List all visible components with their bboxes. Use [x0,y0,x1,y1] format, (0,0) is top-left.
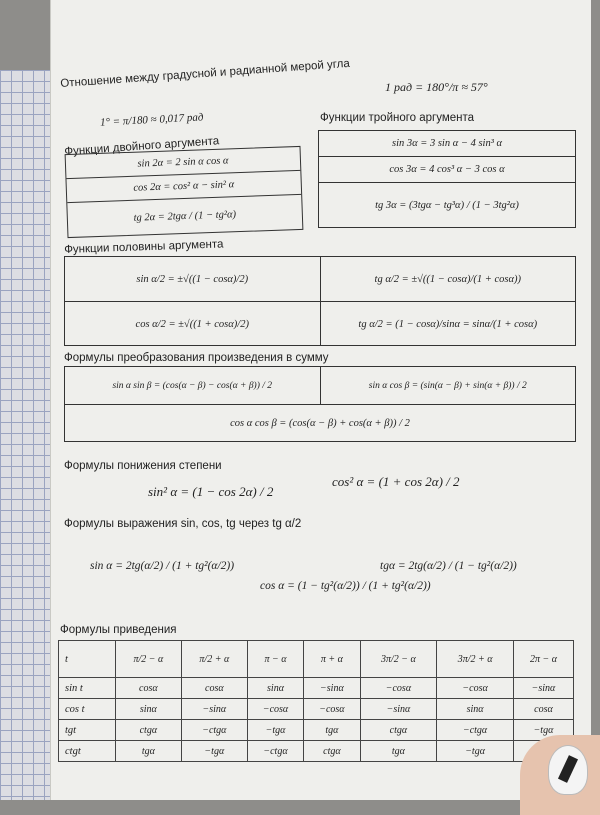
degree-formula: 1° = π/180 ≈ 0,017 рад [99,111,204,129]
product-sin-sin: sin α sin β = (cos(α − β) − cos(α + β)) / 2 [112,380,273,391]
reduction-header: t π/2 − α π/2 + α π − α π + α 3π/2 − α 3π/2 + α 2π − α [59,641,574,678]
double-argument-table [65,146,304,238]
double-row-tg: tg 2α = 2tgα / (1 − tg²α) [133,208,237,224]
reduction-table [58,640,574,762]
painted-fingernail [548,745,588,795]
half-tg-fraction: tg α/2 = (1 − cosα)/sinα = sinα/(1 + cosα) [320,302,576,346]
reduction-title: Формулы приведения [60,624,177,636]
triple-row-tg: tg 3α = (3tgα − tg³α) / (1 − 3tg²α) [375,199,519,211]
half-cos: cos α/2 = ±√((1 + cosα)/2) [135,318,249,330]
double-argument-title: Функции двойного аргумента [64,135,220,158]
product-cos-cos: cos α cos β = (cos(α − β) + cos(α + β)) / 2 [230,417,410,429]
half-argument-table [64,256,576,346]
reduction-row-tg: tgt ctgα −ctgα −tgα tgα ctgα −ctgα −tgα [59,720,574,741]
triple-row-sin: sin 3α = 3 sin α − 4 sin³ α [319,131,575,157]
half-argument-title: Функции половины аргумента [64,238,224,256]
product-to-sum-title: Формулы преобразования произведения в сумму [64,352,329,364]
express-tg: tgα = 2tg(α/2) / (1 − tg²(α/2)) [380,560,517,572]
power-sin-formula: sin² α = (1 − cos 2α) / 2 [148,484,274,499]
reduction-row-cos: cos t sinα −sinα −cosα −cosα −sinα sinα cosα [59,699,574,720]
half-sin: sin α/2 = ±√((1 − cosα)/2) [136,273,249,285]
tg-half-expression-title: Формулы выражения sin, cos, tg через tg α/2 [64,518,302,530]
double-row-sin: sin 2α = 2 sin α cos α [66,147,301,179]
reduction-row-ctg: ctgt tgα −tgα −ctgα ctgα tgα −tgα [59,741,574,762]
power-reduction-title: Формулы понижения степени [64,460,222,472]
product-sin-cos: sin α cos β = (sin(α − β) + sin(α + β)) / 2 [320,367,576,404]
triple-argument-title: Функции тройного аргумента [320,112,475,124]
half-tg-root: tg α/2 = ±√((1 − cosα)/(1 + cosα)) [320,257,576,301]
radian-title: Отношение между градусной и радианной мерой угла [60,57,351,90]
express-sin: sin α = 2tg(α/2) / (1 + tg²(α/2)) [90,560,235,572]
radian-formula: 1 рад = 180°/π ≈ 57° [385,80,488,94]
product-to-sum-table [64,366,576,442]
power-cos-formula: cos² α = (1 + cos 2α) / 2 [332,474,460,489]
double-row-cos: cos 2α = cos² α − sin² α [66,171,301,203]
triple-argument-table [318,130,576,228]
triple-row-cos: cos 3α = 4 cos³ α − 3 cos α [319,157,575,183]
express-cos: cos α = (1 − tg²(α/2)) / (1 + tg²(α/2)) [260,580,431,592]
reduction-row-sin: sin t cosα cosα sinα −sinα −cosα −cosα −sinα [59,678,574,699]
